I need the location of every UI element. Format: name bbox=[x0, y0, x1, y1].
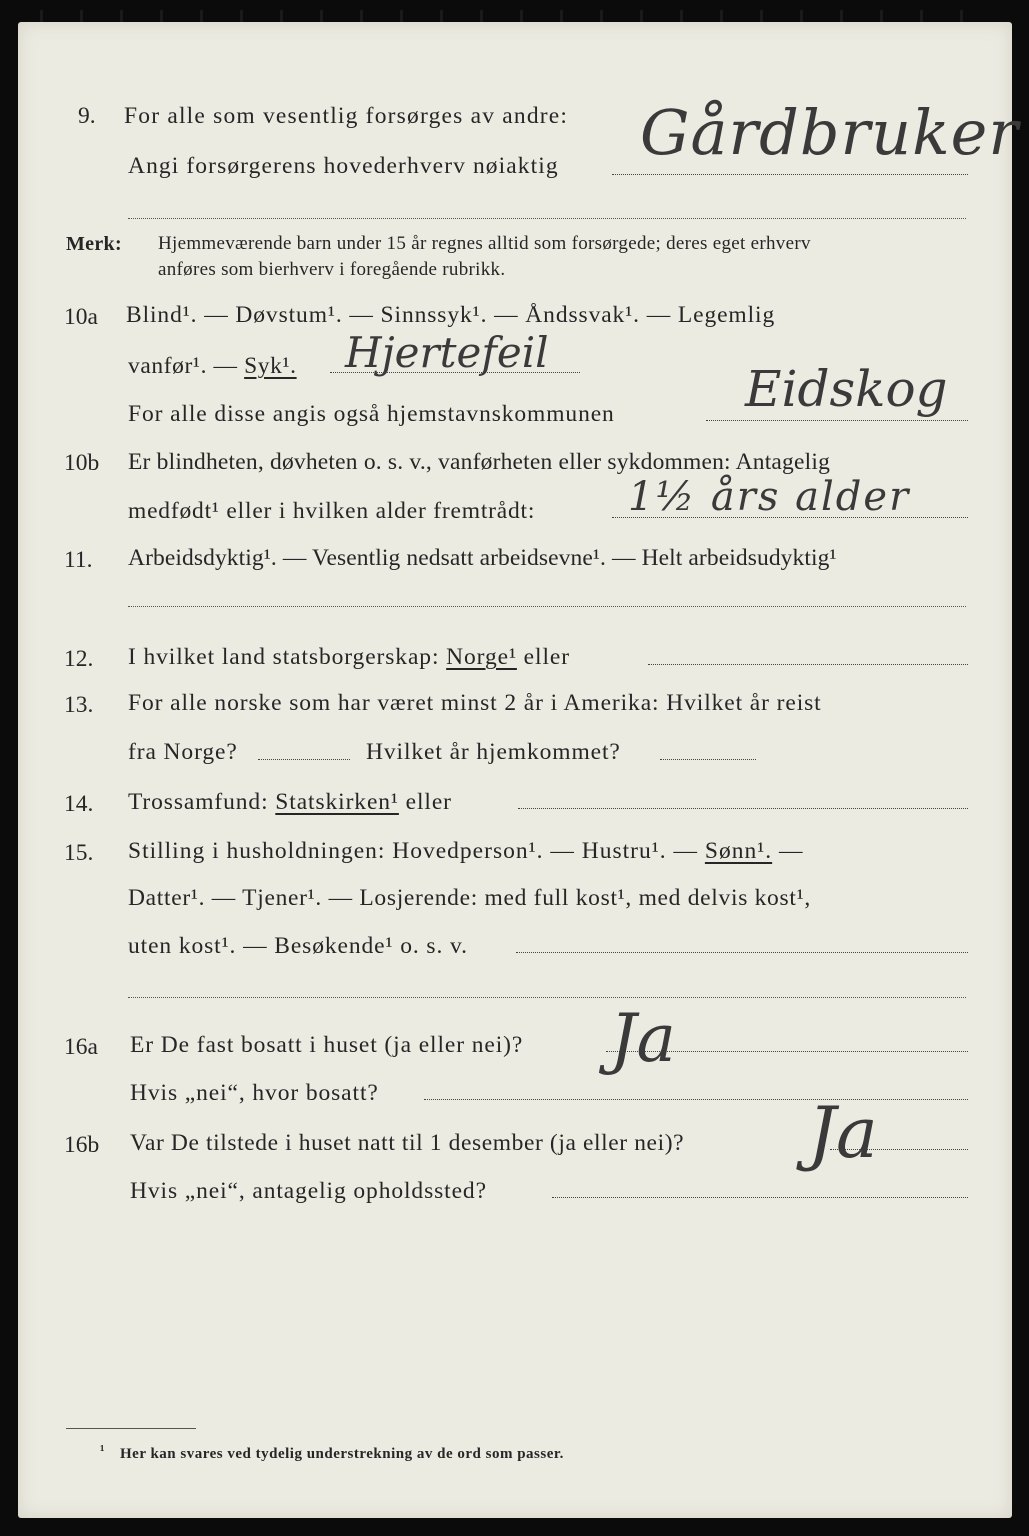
q15-sonn: Sønn¹. bbox=[704, 838, 773, 864]
q15-line1-pre: Stilling i husholdningen: Hovedperson¹. — Hustru¹. — bbox=[128, 838, 705, 864]
q13-reist-line bbox=[258, 759, 350, 760]
q10a-handwritten-kommune: Eidskog bbox=[745, 360, 948, 418]
q15-line3: uten kost¹. — Besøkende¹ o. s. v. bbox=[128, 933, 468, 959]
q14-number: 14. bbox=[64, 791, 94, 817]
q9-extra-line bbox=[128, 218, 966, 219]
q15-answer-line bbox=[516, 952, 968, 953]
q16b-line1: Var De tilstede i huset natt til 1 desember (ja eller nei)? bbox=[130, 1130, 685, 1156]
q10a-line2 bbox=[128, 353, 297, 380]
q16a-bosatt-line bbox=[424, 1099, 968, 1100]
q16a-line2: Hvis „nei“, hvor bosatt? bbox=[130, 1080, 379, 1106]
q12-norge: Norge¹ bbox=[446, 644, 517, 670]
footnote-text: Her kan svares ved tydelig understrekning av de ord som passer. bbox=[120, 1446, 564, 1462]
q14-pre: Trossamfund: bbox=[128, 789, 276, 815]
q10b-number: 10b bbox=[64, 450, 100, 476]
q12-pre: I hvilket land statsborgerskap: bbox=[128, 644, 447, 670]
q14-answer-line bbox=[518, 808, 968, 809]
q9-line2: Angi forsørgerens hovederhverv nøiaktig bbox=[128, 153, 559, 179]
q10a-kommune-line bbox=[706, 420, 968, 421]
q12-answer-line bbox=[648, 664, 968, 665]
q12-line bbox=[128, 644, 570, 671]
q10a-syk: Syk¹. bbox=[244, 353, 297, 379]
q12-number: 12. bbox=[64, 646, 94, 672]
q10a-number: 10a bbox=[64, 304, 98, 330]
q12-post: eller bbox=[516, 644, 570, 670]
q14-post: eller bbox=[398, 789, 452, 815]
q14-statskirken: Statskirken¹ bbox=[275, 789, 399, 815]
merk-line1: Hjemmeværende barn under 15 år regnes alltid som forsørgede; deres eget erhverv bbox=[158, 233, 811, 254]
q16b-handwritten-answer: Ja bbox=[808, 1092, 878, 1174]
merk-label: Merk: bbox=[66, 233, 122, 255]
q15-line1 bbox=[128, 838, 804, 865]
q10a-line3: For alle disse angis også hjemstavnskommunen bbox=[128, 401, 615, 427]
q10a-vanfor: vanfør¹. — bbox=[128, 353, 245, 379]
q11-line1: Arbeidsdyktig¹. — Vesentlig nedsatt arbeidsevne¹. — Helt arbeidsudyktig¹ bbox=[128, 545, 837, 571]
q10b-line2: medfødt¹ eller i hvilken alder fremtrådt: bbox=[128, 498, 536, 524]
footnote-mark: ¹ bbox=[100, 1443, 105, 1459]
q15-line1-post: — bbox=[772, 838, 804, 864]
q13-hjemkommet-line bbox=[660, 759, 756, 760]
q10a-line1: Blind¹. — Døvstum¹. — Sinnssyk¹. — Åndssvak¹. — Legemlig bbox=[126, 302, 776, 328]
q16a-line1: Er De fast bosatt i huset (ja eller nei)? bbox=[130, 1032, 524, 1058]
q9-number: 9. bbox=[78, 103, 96, 129]
merk-line2: anføres som bierhverv i foregående rubrikk. bbox=[158, 259, 506, 280]
q15-line2: Datter¹. — Tjener¹. — Losjerende: med full kost¹, med delvis kost¹, bbox=[128, 885, 811, 911]
q15-number: 15. bbox=[64, 840, 94, 866]
q11-extra-line bbox=[128, 606, 966, 607]
q15-extra-line bbox=[128, 997, 966, 998]
q13-number: 13. bbox=[64, 692, 94, 718]
q14-line bbox=[128, 789, 452, 816]
footnote-divider bbox=[66, 1428, 196, 1429]
q16b-line2: Hvis „nei“, antagelig opholdssted? bbox=[130, 1178, 487, 1204]
scan-top-edge bbox=[0, 0, 1029, 22]
q16b-opholdssted-line bbox=[552, 1197, 968, 1198]
q13-line2a: fra Norge? bbox=[128, 739, 238, 765]
q9-answer-line bbox=[612, 174, 968, 175]
q10a-handwritten-syk: Hjertefeil bbox=[345, 328, 549, 377]
q13-line2b: Hvilket år hjemkommet? bbox=[366, 739, 621, 765]
q11-number: 11. bbox=[64, 547, 93, 573]
q16b-number: 16b bbox=[64, 1132, 100, 1158]
q16a-handwritten-answer: Ja bbox=[610, 1000, 676, 1077]
q10b-handwritten-answer: 1½ års alder bbox=[628, 474, 911, 520]
q9-line1: For alle som vesentlig forsørges av andre: bbox=[124, 103, 569, 129]
q16a-number: 16a bbox=[64, 1034, 98, 1060]
q10b-line1: Er blindheten, døvheten o. s. v., vanførheten eller sykdommen: Antagelig bbox=[128, 449, 831, 475]
q9-handwritten-answer: Gårdbruker bbox=[640, 96, 1019, 169]
q13-line1: For alle norske som har været minst 2 år i Amerika: Hvilket år reist bbox=[128, 690, 822, 716]
